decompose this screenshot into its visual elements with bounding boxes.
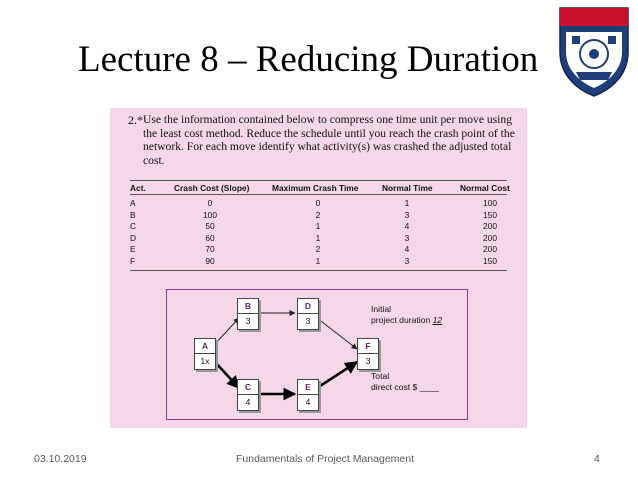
arrow-a-c (214, 361, 239, 388)
cell-normal-time: 4 (404, 244, 410, 255)
cell-normal-time: 3 (404, 209, 410, 220)
project-duration-line (371, 315, 442, 326)
cell-normal-cost: 150 (483, 256, 497, 266)
cell-max-crash-time: 1 (315, 221, 321, 232)
cell-crash-cost: 50 (205, 221, 215, 232)
node-duration: 1x (200, 356, 210, 366)
node-d (297, 298, 319, 330)
total-label: Total (371, 371, 390, 381)
footer-date: 03.10.2019 (34, 453, 87, 465)
node-f (357, 338, 379, 370)
cell-act: D (130, 232, 137, 243)
node-label: A (195, 339, 215, 354)
cell-normal-time: 4 (404, 221, 410, 232)
problem-image (110, 108, 527, 428)
table-header-rule (130, 194, 507, 195)
arrow-d-f (317, 318, 357, 349)
header-max-crash-time: Maximum Crash Time (272, 183, 359, 193)
node-duration: 4 (305, 397, 311, 407)
cell-act: F (130, 256, 136, 266)
header-act: Act. (130, 183, 146, 193)
arrow-e-f (317, 362, 357, 388)
table-bottom-rule (130, 270, 507, 271)
cell-normal-cost: 200 (483, 221, 497, 232)
node-label: C (238, 380, 258, 395)
cell-crash-cost: 70 (205, 244, 215, 255)
footer-page-number: 4 (594, 453, 600, 465)
project-duration-label: project duration (371, 314, 431, 325)
direct-cost-value: ____ (419, 381, 439, 392)
cell-max-crash-time: 2 (315, 209, 321, 220)
node-duration: 3 (245, 316, 251, 326)
node-c (237, 379, 259, 411)
header-normal-cost: Normal Cost (460, 183, 510, 193)
cell-crash-cost: 0 (207, 198, 213, 208)
node-duration: 3 (305, 316, 311, 326)
cell-max-crash-time: 1 (315, 232, 321, 243)
cell-normal-time: 3 (404, 256, 410, 266)
cell-max-crash-time: 2 (315, 244, 321, 255)
cell-normal-cost: 200 (483, 232, 497, 243)
cell-act: B (130, 209, 136, 220)
node-label: D (298, 299, 318, 314)
node-label: E (298, 380, 318, 395)
total-cost-note (371, 371, 439, 392)
cell-crash-cost: 100 (203, 209, 217, 220)
node-label: B (238, 299, 258, 314)
cell-normal-cost: 100 (483, 198, 497, 208)
cell-normal-cost: 200 (483, 244, 497, 255)
cell-crash-cost: 90 (205, 256, 215, 266)
node-duration: 4 (245, 397, 251, 407)
cell-act: C (130, 221, 137, 232)
node-duration: 3 (365, 356, 371, 366)
cell-crash-cost: 60 (205, 232, 215, 243)
problem-text: Use the information contained below to compress one time unit per move using the least cost method. Reduce the schedule until you reach the crash point of the network. For each move identify what activity(s) was crashed the adjusted total cost. (143, 113, 515, 167)
direct-cost-label: direct cost $ (371, 381, 418, 392)
direct-cost-line (371, 382, 439, 393)
cell-normal-cost: 150 (483, 209, 497, 220)
header-crash-cost: Crash Cost (Slope) (174, 183, 250, 193)
cell-max-crash-time: 1 (315, 256, 321, 266)
university-logo (556, 4, 632, 98)
node-e (297, 379, 319, 411)
cell-act: A (130, 198, 136, 208)
cell-normal-time: 1 (404, 198, 410, 208)
cell-normal-time: 3 (404, 232, 410, 243)
project-duration-value: 12 (432, 314, 443, 325)
arrow-a-b (214, 318, 239, 345)
problem-number: 2.* (128, 113, 143, 127)
node-b (237, 298, 259, 330)
node-a (194, 338, 216, 370)
footer-course: Fundamentals of Project Management (236, 453, 415, 465)
node-label: F (358, 339, 378, 354)
header-normal-time: Normal Time (382, 183, 433, 193)
cell-act: E (130, 244, 136, 255)
cell-max-crash-time: 0 (315, 198, 321, 208)
table-top-rule (130, 180, 507, 181)
initial-duration-note (371, 304, 442, 325)
initial-label: Initial (371, 304, 392, 314)
slide-title: Lecture 8 – Reducing Duration (78, 39, 539, 80)
